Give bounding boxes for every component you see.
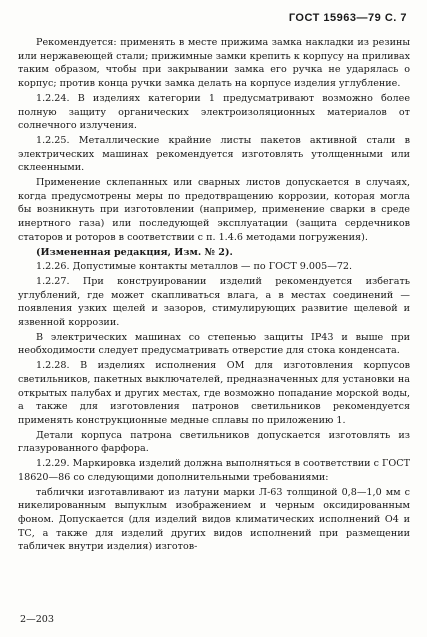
paragraph-1-2-26: 1.2.26. Допустимые контакты металлов — по ГОСТ 9.005—72. (36, 261, 353, 273)
page-header: ГОСТ 15963—79 С. 7 (288, 12, 407, 24)
page-body (18, 36, 410, 554)
paragraph-ip43-drain: В электрических машинах со степенью защиты IP43 и выше при необходимости следует предусматривать отверстие для стока конденсата. (18, 331, 410, 357)
paragraph-1-2-28: 1.2.28. В изделиях исполнения ОМ для изготовления корпусов светильников, пакетных выключателей, предназначенных для установки на открытых палубах и других местах, где возможно попадание морской воды, а также для изготовления патронов светильников рекомендуется применять конструкционные медные сплавы по приложению 1. (18, 360, 410, 426)
paragraph-1-2-27: 1.2.27. При конструировании изделий рекомендуется избегать углублений, где может скапливаться влага, а в местах соединений — появления узких щелей и зазоров, стимулирующих развитие щелевой и язвенной коррозии. (18, 275, 410, 329)
paragraph-1-2-25: 1.2.25. Металлические крайние листы пакетов активной стали в электрических машинах рекомендуется изготовлять утолщенными или склеенными. (18, 134, 410, 174)
paragraph-1-2-29: 1.2.29. Маркировка изделий должна выполняться в соответствии с ГОСТ 18620—86 со следующими дополнительными требованиями: (18, 458, 410, 483)
paragraph-riveted-welded: Применение склепанных или сварных листов допускается в случаях, когда предусмотрены меры по предотвращению коррозии, которая могла бы возникнуть при изготовлении (например, применение сварки в среде инертного газа) или последующей эксплуатации (защита сердечников статоров и роторов в соответствии с п. 1.4.6 методами погружения). (18, 177, 410, 243)
paragraph-plates: таблички изготавливают из латуни марки Л-63 толщиной 0,8—1,0 мм с никелированным выпуклым изображением и черным оксидированным фоном. Допускается (для изделий видов климатических исполнений О4 и ТС, а также для изделий других видов исполнений при размещении табличек внутри изделия) изготов- (18, 486, 410, 553)
paragraph-porcelain: Детали корпуса патрона светильников допускается изготовлять из глазурованного фарфора. (18, 429, 410, 455)
paragraph-lock-recommendation: Рекомендуется: применять в месте прижима замка накладки из резины или нержавеющей стали; прижимные замки крепить к корпусу на приливах таким образом, чтобы при закрывании замка его ручка не ударялась о корпус; против конца ручки замка делать на корпусе изделия углубление. (18, 37, 410, 90)
amendment-note: (Измененная редакция, Изм. № 2). (36, 246, 233, 258)
paragraph-1-2-24: 1.2.24. В изделиях категории 1 предусматривают возможно более полную защиту органических электроизоляционных материалов от солнечного излучения. (18, 92, 410, 132)
page-footer: 2—203 (20, 614, 55, 625)
